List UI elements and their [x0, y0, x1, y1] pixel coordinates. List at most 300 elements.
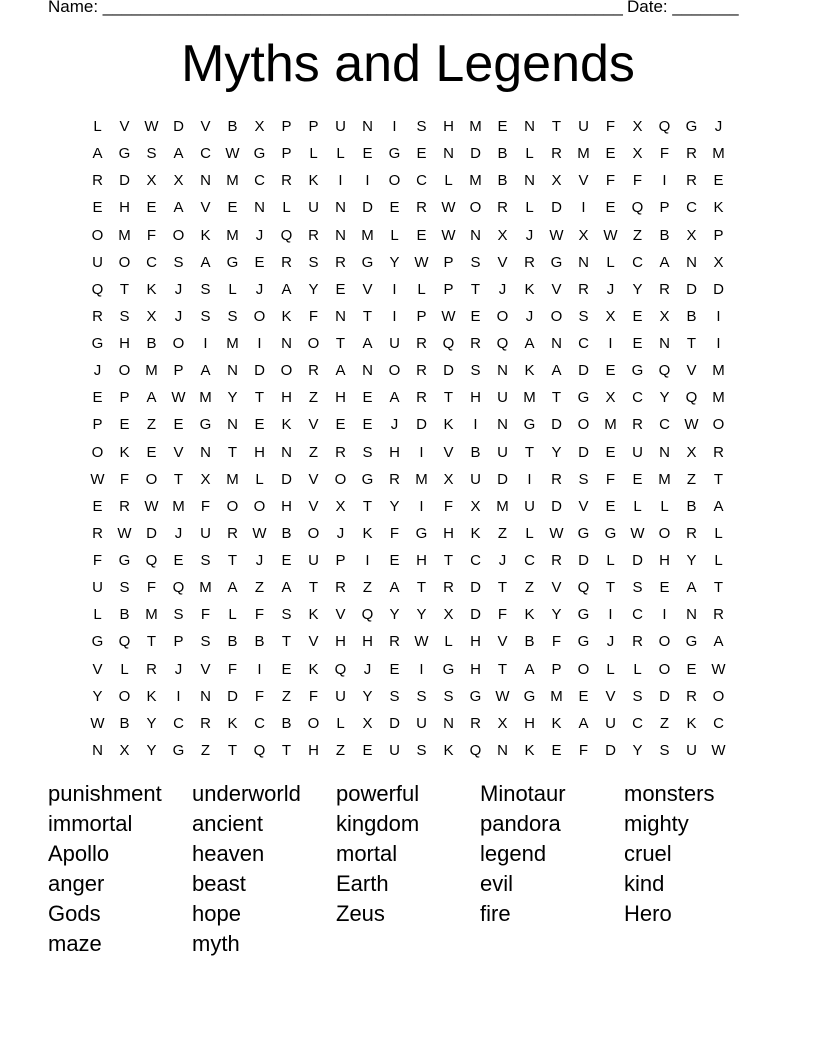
word-list: [48, 779, 768, 959]
grid-letter: H: [362, 633, 373, 651]
name-field-label: Name: _______________________________________________________: [48, 0, 623, 16]
grid-letter: N: [335, 226, 346, 244]
grid-letter: V: [92, 660, 103, 678]
grid-letter: U: [578, 118, 589, 135]
grid-letter: U: [389, 741, 400, 759]
grid-letter: R: [524, 253, 535, 271]
grid-letter: X: [632, 118, 643, 135]
grid-letter: M: [199, 579, 212, 597]
grid-letter: R: [119, 497, 130, 515]
grid-letter: J: [174, 660, 183, 678]
grid-letter: Y: [416, 606, 427, 624]
grid-letter: L: [525, 524, 534, 542]
grid-row: [84, 628, 732, 655]
grid-letter: E: [146, 199, 157, 217]
grid-letter: G: [577, 389, 590, 407]
grid-letter: D: [443, 362, 454, 380]
grid-letter: I: [365, 552, 370, 569]
grid-letter: S: [200, 633, 211, 651]
grid-row: [84, 439, 732, 466]
grid-letter: G: [361, 470, 374, 488]
grid-letter: Y: [632, 741, 643, 759]
grid-letter: V: [308, 497, 319, 515]
word-list-item: ancient: [192, 811, 263, 836]
word-list-item: pandora: [480, 811, 561, 836]
grid-letter: G: [442, 660, 455, 678]
grid-letter: Z: [686, 470, 697, 488]
grid-row: [84, 194, 732, 221]
grid-letter: C: [470, 552, 481, 569]
grid-letter: D: [578, 443, 589, 461]
grid-letter: K: [443, 741, 454, 759]
word-list-item: anger: [48, 871, 105, 896]
grid-letter: J: [498, 280, 507, 298]
grid-letter: T: [281, 741, 292, 759]
word-list-item: legend: [480, 841, 547, 866]
grid-letter: L: [444, 633, 453, 651]
grid-letter: S: [200, 280, 211, 298]
word-row: [48, 869, 768, 899]
grid-letter: J: [525, 226, 534, 244]
grid-letter: H: [443, 524, 454, 542]
grid-letter: F: [308, 687, 319, 705]
grid-letter: F: [146, 579, 157, 597]
grid-letter: F: [92, 552, 103, 569]
grid-letter: X: [146, 172, 157, 190]
grid-letter: M: [226, 226, 239, 244]
grid-letter: T: [362, 307, 373, 325]
grid-letter: W: [225, 145, 240, 163]
grid-letter: D: [659, 687, 670, 705]
grid-letter: H: [119, 199, 130, 217]
grid-letter: V: [308, 416, 319, 434]
grid-letter: H: [659, 552, 670, 569]
grid-letter: X: [200, 470, 211, 488]
grid-letter: T: [254, 389, 265, 407]
grid-letter: R: [551, 145, 562, 163]
grid-letter: G: [253, 145, 266, 163]
grid-letter: R: [416, 389, 427, 407]
grid-letter: Q: [361, 606, 374, 624]
grid-letter: S: [389, 687, 400, 705]
grid-letter: R: [92, 307, 103, 325]
grid-letter: R: [632, 416, 643, 434]
grid-letter: D: [497, 470, 508, 488]
grid-letter: E: [146, 443, 157, 461]
grid-letter: S: [470, 253, 481, 271]
grid-letter: N: [335, 307, 346, 325]
grid-letter: O: [118, 687, 131, 705]
grid-letter: M: [469, 118, 482, 135]
word-list-item: immortal: [48, 811, 133, 836]
grid-letter: L: [120, 660, 129, 678]
grid-letter: Y: [632, 280, 643, 298]
grid-row: [84, 411, 732, 438]
grid-letter: T: [551, 118, 562, 135]
grid-letter: D: [470, 145, 481, 163]
grid-letter: N: [659, 443, 670, 461]
grid-letter: M: [577, 145, 590, 163]
grid-letter: M: [145, 606, 158, 624]
grid-letter: Z: [254, 579, 265, 597]
grid-letter: J: [174, 280, 183, 298]
grid-letter: G: [199, 416, 212, 434]
grid-letter: O: [280, 362, 293, 380]
grid-letter: Q: [280, 226, 293, 244]
grid-letter: X: [659, 307, 670, 325]
grid-letter: A: [713, 497, 724, 515]
grid-letter: A: [281, 280, 292, 298]
word-list-item: powerful: [336, 781, 420, 806]
grid-letter: U: [308, 199, 319, 217]
grid-letter: W: [603, 226, 618, 244]
grid-letter: S: [632, 579, 643, 597]
grid-letter: I: [338, 172, 343, 190]
grid-letter: A: [200, 253, 211, 271]
grid-letter: V: [551, 280, 562, 298]
grid-letter: E: [92, 199, 103, 217]
grid-letter: U: [605, 714, 616, 732]
grid-letter: C: [578, 335, 589, 352]
grid-letter: L: [228, 606, 237, 624]
grid-letter: N: [200, 687, 211, 705]
grid-letter: S: [146, 145, 157, 163]
grid-letter: J: [255, 226, 264, 244]
grid-letter: U: [686, 741, 697, 759]
grid-letter: B: [254, 633, 265, 651]
grid-letter: Y: [551, 443, 562, 461]
grid-letter: F: [308, 307, 319, 325]
grid-letter: W: [144, 497, 159, 515]
grid-letter: F: [605, 118, 616, 135]
grid-letter: D: [281, 470, 292, 488]
grid-letter: N: [524, 172, 535, 190]
grid-row: [84, 493, 732, 520]
grid-letter: E: [92, 497, 103, 515]
word-list-item: hope: [192, 901, 241, 926]
grid-letter: X: [119, 741, 130, 759]
grid-letter: K: [362, 524, 373, 542]
grid-letter: Q: [658, 118, 671, 135]
grid-letter: D: [470, 579, 481, 597]
grid-letter: M: [658, 470, 671, 488]
grid-letter: E: [605, 497, 616, 515]
grid-letter: S: [578, 307, 589, 325]
grid-letter: I: [419, 497, 424, 515]
grid-row: [84, 601, 732, 628]
grid-letter: Q: [253, 741, 266, 759]
grid-letter: I: [392, 307, 397, 325]
grid-letter: W: [441, 199, 456, 217]
grid-letter: V: [686, 362, 697, 380]
grid-letter: B: [119, 714, 130, 732]
grid-letter: F: [605, 172, 616, 190]
grid-letter: R: [686, 687, 697, 705]
word-list-item: Apollo: [48, 841, 110, 866]
grid-letter: K: [524, 362, 535, 380]
grid-letter: E: [632, 470, 643, 488]
grid-letter: R: [200, 714, 211, 732]
grid-letter: S: [416, 741, 427, 759]
grid-letter: E: [713, 172, 724, 190]
grid-letter: A: [551, 362, 562, 380]
grid-letter: C: [632, 253, 643, 271]
grid-letter: M: [226, 172, 239, 190]
grid-letter: U: [497, 443, 508, 461]
grid-letter: Q: [469, 741, 482, 759]
grid-letter: J: [174, 307, 183, 325]
grid-letter: X: [605, 307, 616, 325]
grid-letter: A: [713, 633, 724, 651]
grid-letter: O: [469, 199, 482, 217]
grid-letter: H: [470, 389, 481, 407]
grid-letter: Y: [146, 741, 157, 759]
date-field-label: Date: _______: [627, 0, 739, 16]
grid-letter: W: [252, 524, 267, 542]
grid-letter: O: [253, 497, 266, 515]
grid-letter: O: [334, 470, 347, 488]
grid-letter: I: [419, 443, 424, 461]
grid-letter: U: [416, 714, 427, 732]
grid-row: [84, 520, 732, 547]
grid-letter: Z: [659, 714, 670, 732]
grid-letter: Q: [172, 579, 185, 597]
grid-letter: G: [361, 253, 374, 271]
grid-letter: S: [119, 307, 130, 325]
word-list-item: beast: [192, 871, 246, 896]
grid-letter: J: [255, 280, 264, 298]
grid-letter: G: [631, 362, 644, 380]
grid-letter: B: [281, 714, 292, 732]
grid-letter: G: [469, 687, 482, 705]
word-list-item: Minotaur: [480, 781, 566, 806]
grid-letter: M: [226, 335, 239, 352]
grid-letter: Y: [389, 253, 400, 271]
grid-letter: X: [605, 389, 616, 407]
grid-letter: J: [363, 660, 372, 678]
grid-letter: D: [551, 416, 562, 434]
grid-letter: V: [551, 579, 562, 597]
grid-letter: F: [119, 470, 130, 488]
grid-letter: B: [524, 633, 535, 651]
grid-letter: J: [174, 524, 183, 542]
grid-letter: L: [336, 714, 345, 732]
grid-letter: W: [711, 660, 726, 678]
grid-letter: X: [470, 497, 481, 515]
grid-letter: B: [281, 524, 292, 542]
grid-letter: V: [173, 443, 184, 461]
grid-letter: C: [416, 172, 427, 190]
grid-letter: B: [119, 606, 130, 624]
grid-letter: T: [281, 633, 292, 651]
grid-letter: F: [497, 606, 508, 624]
grid-letter: E: [362, 741, 373, 759]
grid-letter: I: [527, 470, 532, 488]
grid-letter: X: [254, 118, 265, 135]
grid-letter: L: [525, 145, 534, 163]
grid-letter: Y: [389, 497, 400, 515]
grid-letter: T: [308, 579, 319, 597]
grid-row: [84, 737, 732, 764]
grid-letter: W: [549, 226, 564, 244]
grid-letter: K: [524, 280, 535, 298]
grid-letter: R: [713, 606, 724, 624]
grid-letter: Q: [496, 335, 509, 352]
grid-letter: R: [227, 524, 238, 542]
grid-letter: J: [390, 416, 399, 434]
grid-letter: D: [605, 741, 616, 759]
grid-letter: E: [389, 199, 400, 217]
grid-letter: N: [659, 335, 670, 352]
grid-letter: Y: [308, 280, 319, 298]
grid-letter: D: [551, 199, 562, 217]
grid-letter: E: [578, 687, 589, 705]
grid-letter: N: [497, 362, 508, 380]
grid-letter: A: [92, 145, 103, 163]
word-list-item: maze: [48, 931, 102, 956]
grid-letter: U: [632, 443, 643, 461]
grid-letter: V: [497, 253, 508, 271]
grid-letter: C: [524, 552, 535, 569]
grid-letter: L: [444, 172, 453, 190]
grid-letter: A: [281, 579, 292, 597]
grid-letter: E: [605, 199, 616, 217]
grid-letter: D: [578, 362, 589, 380]
grid-row: [84, 140, 732, 167]
grid-letter: K: [227, 714, 238, 732]
word-list-item: heaven: [192, 841, 265, 866]
grid-letter: N: [497, 741, 508, 759]
grid-letter: E: [605, 443, 616, 461]
grid-letter: V: [605, 687, 616, 705]
grid-letter: P: [443, 280, 454, 298]
grid-letter: R: [713, 443, 724, 461]
grid-row: [84, 547, 732, 574]
grid-letter: K: [308, 606, 319, 624]
grid-letter: A: [173, 199, 184, 217]
grid-letter: P: [659, 199, 670, 217]
grid-letter: A: [524, 660, 535, 678]
grid-letter: O: [307, 335, 320, 352]
grid-letter: J: [525, 307, 534, 325]
grid-letter: Q: [334, 660, 347, 678]
grid-letter: S: [416, 118, 427, 135]
grid-letter: K: [281, 307, 292, 325]
word-list-item: cruel: [624, 841, 672, 866]
grid-letter: K: [443, 416, 454, 434]
grid-letter: B: [686, 307, 697, 325]
grid-letter: N: [686, 606, 697, 624]
grid-letter: P: [281, 145, 292, 163]
grid-letter: I: [716, 307, 721, 325]
grid-letter: G: [523, 416, 536, 434]
grid-letter: N: [227, 416, 238, 434]
grid-letter: R: [578, 280, 589, 298]
grid-letter: E: [632, 335, 643, 352]
grid-letter: C: [632, 389, 643, 407]
grid-letter: A: [173, 145, 184, 163]
grid-letter: D: [254, 362, 265, 380]
grid-letter: O: [388, 362, 401, 380]
grid-letter: F: [551, 633, 562, 651]
grid-letter: W: [630, 524, 645, 542]
word-list-item: punishment: [48, 781, 162, 806]
header-line: [48, 0, 748, 21]
grid-letter: O: [307, 524, 320, 542]
grid-letter: I: [392, 118, 397, 135]
grid-letter: W: [414, 633, 429, 651]
grid-letter: N: [335, 199, 346, 217]
grid-letter: G: [91, 335, 104, 352]
grid-letter: I: [257, 335, 262, 352]
grid-letter: M: [496, 497, 509, 515]
grid-letter: T: [362, 497, 373, 515]
grid-letter: F: [605, 470, 616, 488]
grid-letter: K: [551, 714, 562, 732]
grid-letter: Q: [631, 199, 644, 217]
grid-letter: L: [93, 118, 102, 135]
grid-letter: F: [254, 606, 265, 624]
grid-letter: C: [632, 606, 643, 624]
grid-letter: O: [496, 307, 509, 325]
grid-letter: M: [145, 362, 158, 380]
grid-letter: R: [92, 524, 103, 542]
grid-letter: N: [254, 199, 265, 217]
grid-letter: F: [443, 497, 454, 515]
grid-letter: E: [254, 253, 265, 271]
grid-letter: X: [551, 172, 562, 190]
grid-letter: M: [226, 470, 239, 488]
grid-letter: G: [577, 524, 590, 542]
grid-letter: N: [686, 253, 697, 271]
grid-letter: X: [578, 226, 589, 244]
grid-row: [84, 276, 732, 303]
grid-letter: O: [712, 687, 725, 705]
grid-letter: F: [254, 687, 265, 705]
grid-letter: V: [362, 280, 373, 298]
grid-letter: D: [713, 280, 724, 298]
grid-letter: Z: [200, 741, 211, 759]
grid-letter: B: [227, 118, 238, 135]
grid-letter: S: [470, 362, 481, 380]
grid-letter: R: [443, 579, 454, 597]
grid-letter: N: [362, 118, 373, 135]
grid-letter: W: [684, 416, 699, 434]
grid-letter: R: [416, 335, 427, 352]
grid-letter: D: [632, 552, 643, 569]
grid-letter: K: [146, 687, 157, 705]
grid-letter: F: [659, 145, 670, 163]
grid-letter: L: [633, 660, 642, 678]
grid-letter: I: [419, 660, 424, 678]
grid-letter: I: [716, 335, 721, 352]
grid-letter: S: [308, 253, 319, 271]
grid-letter: H: [335, 389, 346, 407]
grid-letter: I: [581, 199, 586, 217]
grid-letter: E: [551, 741, 562, 759]
page-title: Myths and Legends: [181, 35, 635, 93]
grid-letter: V: [497, 633, 508, 651]
grid-letter: K: [524, 606, 535, 624]
grid-letter: O: [658, 524, 671, 542]
grid-letter: B: [659, 226, 670, 244]
grid-letter: W: [549, 524, 564, 542]
grid-letter: Q: [658, 362, 671, 380]
grid-letter: X: [686, 226, 697, 244]
grid-letter: N: [443, 714, 454, 732]
word-list-item: mortal: [336, 841, 398, 866]
grid-letter: R: [551, 552, 562, 569]
